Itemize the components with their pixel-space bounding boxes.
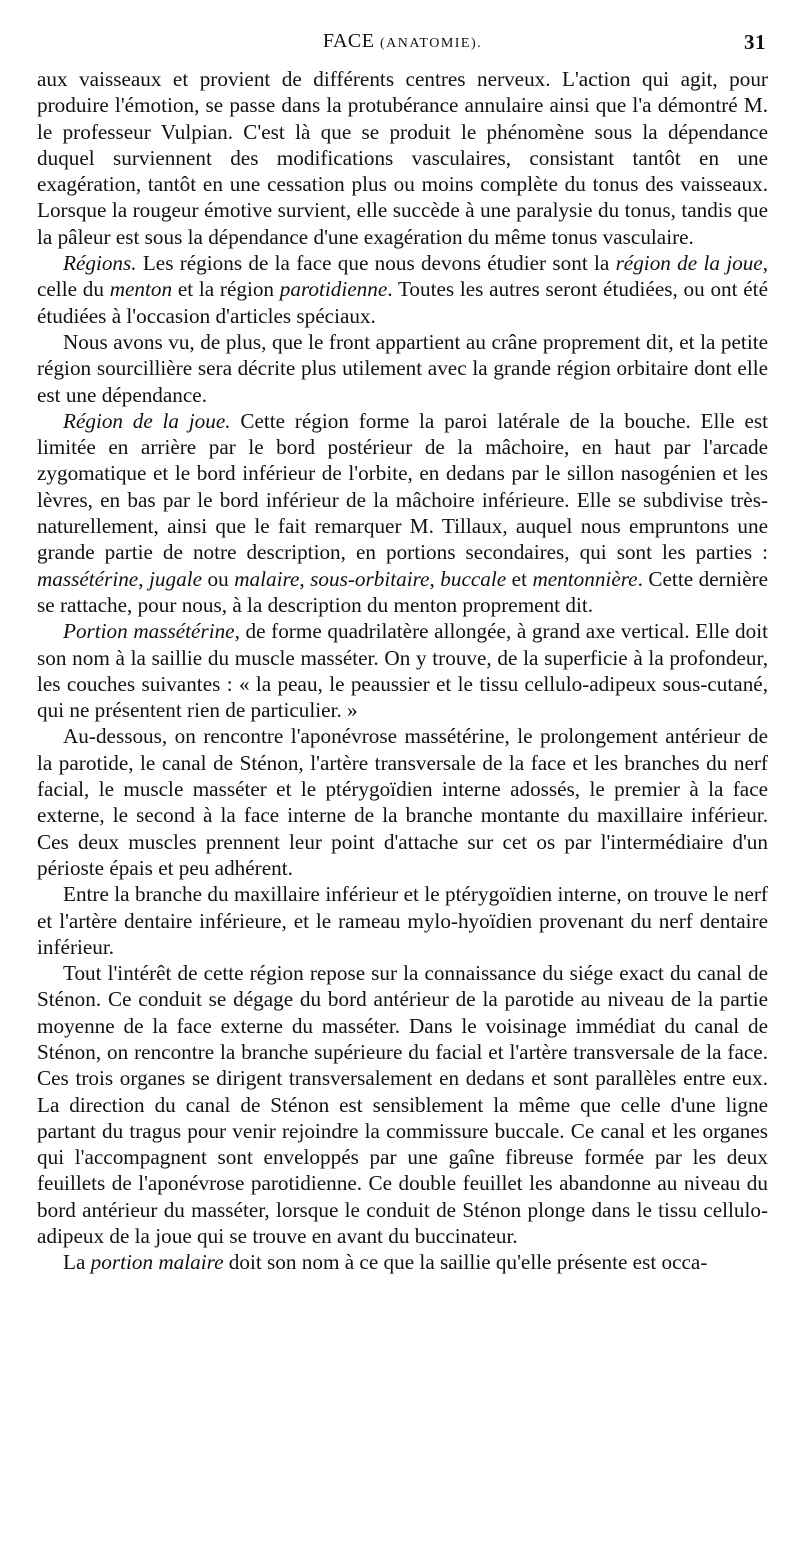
paragraph [37,66,768,250]
italic-run: parotidienne [279,277,388,302]
italic-run: Régions. [63,251,137,276]
italic-run: jugale [149,566,202,591]
text-run: Cette région forme la paroi latérale de la bouche. Elle est limitée en arrière par le bord postérieur de la mâchoire, en haut par l'arcade zygomatique et le bord inférieur de l'orbite, en dedans par le sillon nasogénien et les lèvres, en bas par le bord inférieur de la mâchoire inférieure. Elle se subdivise très-naturellement, ainsi que le fait remarquer M. Tillaux, auquel nous empruntons une grande partie de notre description, en portions secondaires, qui sont les parties : [37,408,768,565]
paragraph [37,250,768,329]
text-run: , celle du [37,251,768,302]
text-run: , [299,566,311,591]
text-run: . Cette dernière se rattache, pour nous, à la description du menton proprement dit. [37,566,769,617]
text-run: Les régions de la face que nous devons étudier sont la [136,251,616,276]
text-run: et [506,566,533,591]
text-run: Entre la branche du maxillaire inférieur et le ptérygoïdien interne, on trouve le nerf et l'artère dentaire inférieure, et le rameau mylo-hyoïdien provenant du nerf dentaire inférieur. [37,882,768,959]
paragraph [37,960,768,1249]
page-number: 31 [744,30,766,54]
text-run: aux vaisseaux et provient de différents centres nerveux. L'action qui agit, pour produire l'émotion, se passe dans la protubérance annulaire ainsi que l'a démontré M. le professeur Vulpian. C'est là que se produit le phénomène sous la dépendance duquel surviennent des modifications vasculaires, consistant tantôt en une exagération, tantôt en une cessation plus ou moins complète du tonus des vaisseaux. Lorsque la rougeur émotive survient, elle succède à une paralysie du tonus, tandis que la pâleur est sous la dépendance d'une exagération du même tonus vasculaire. [37,67,768,249]
italic-run: massétérine [37,566,139,591]
paragraph [37,618,768,723]
italic-run: buccale [440,566,507,591]
paragraph [37,408,768,618]
paragraph [37,881,768,960]
text-run: , [429,566,441,591]
text-run: , de forme quadrilatère allongée, à grand axe vertical. Elle doit son nom à la saillie du muscle masséter. On y trouve, de la superficie à la profondeur, les couches suivantes : « la peau, le peaussier et le tissu cellulo-adipeux sous-cutané, qui ne présentent rien de particulier. » [37,619,769,723]
italic-run: menton [109,277,173,302]
paragraph [37,329,768,408]
text-run: Au-dessous, on rencontre l'aponévrose massétérine, le prolongement antérieur de la parotide, le canal de Sténon, l'artère transversale de la face et les branches du nerf facial, le muscle masséter et le ptérygoïdien interne adossés, le premier à la face externe, le second à la face interne de la branche montante du maxillaire inférieur. Ces deux muscles prennent leur point d'attache sur cet os par l'intermédiaire d'un périoste épais et peu adhérent. [37,724,768,880]
running-title [37,30,768,53]
header-subtitle: (ANATOMIE). [379,36,483,51]
italic-run: portion malaire [90,1250,224,1275]
paragraph [37,723,768,881]
text-run: Nous avons vu, de plus, que le front appartient au crâne proprement dit, et la petite région sourcillière sera décrite plus utilement avec la grande région orbitaire dont elle est une dépendance. [37,329,768,407]
italic-run: Région de la joue. [63,408,231,433]
paragraph [37,1249,768,1275]
running-head [37,30,768,60]
text-run: . Toutes les autres seront étudiées, ou ont été étudiées à l'occasion d'articles spéciaux. [37,277,768,328]
italic-run: Portion massétérine [63,619,235,644]
italic-run: sous-orbitaire [310,566,430,591]
text-run: Tout l'intérêt de cette région repose sur la connaissance du siége exact du canal de Sténon. Ce conduit se dégage du bord antérieur de la parotide au niveau de la partie moyenne de la face externe du masséter. Dans le voisinage immédiat du canal de Sténon, on rencontre la branche supérieure du facial et l'artère transversale de la face. Ces trois organes se dirigent transversalement en dedans et sont parallèles entre eux. La direction du canal de Sténon est sensiblement la même que celle d'une ligne partant du tragus pour venir rejoindre la commissure buccale. Ce canal et les organes qui l'accompagnent sont enveloppés par une gaîne fibreuse formée par les deux feuillets de l'aponévrose parotidienne. Ce double feuillet les abandonne au niveau du bord antérieur du masséter, lorsque le conduit de Sténon plonge dans le tissu cellulo-adipeux de la joue qui se trouve en avant du buccinateur. [37,961,768,1249]
body-text [37,66,768,1276]
italic-run: malaire [234,566,300,591]
italic-run: mentonnière [532,566,638,591]
page [37,30,768,1276]
text-run: doit son nom à ce que la saillie qu'elle présente est occa- [223,1250,708,1275]
italic-run: région de la joue [615,251,763,276]
text-run: ou [202,566,235,591]
text-run: , [138,566,150,591]
text-run: La [63,1250,91,1275]
text-run: et la région [172,277,280,302]
header-title: FACE [322,30,375,52]
